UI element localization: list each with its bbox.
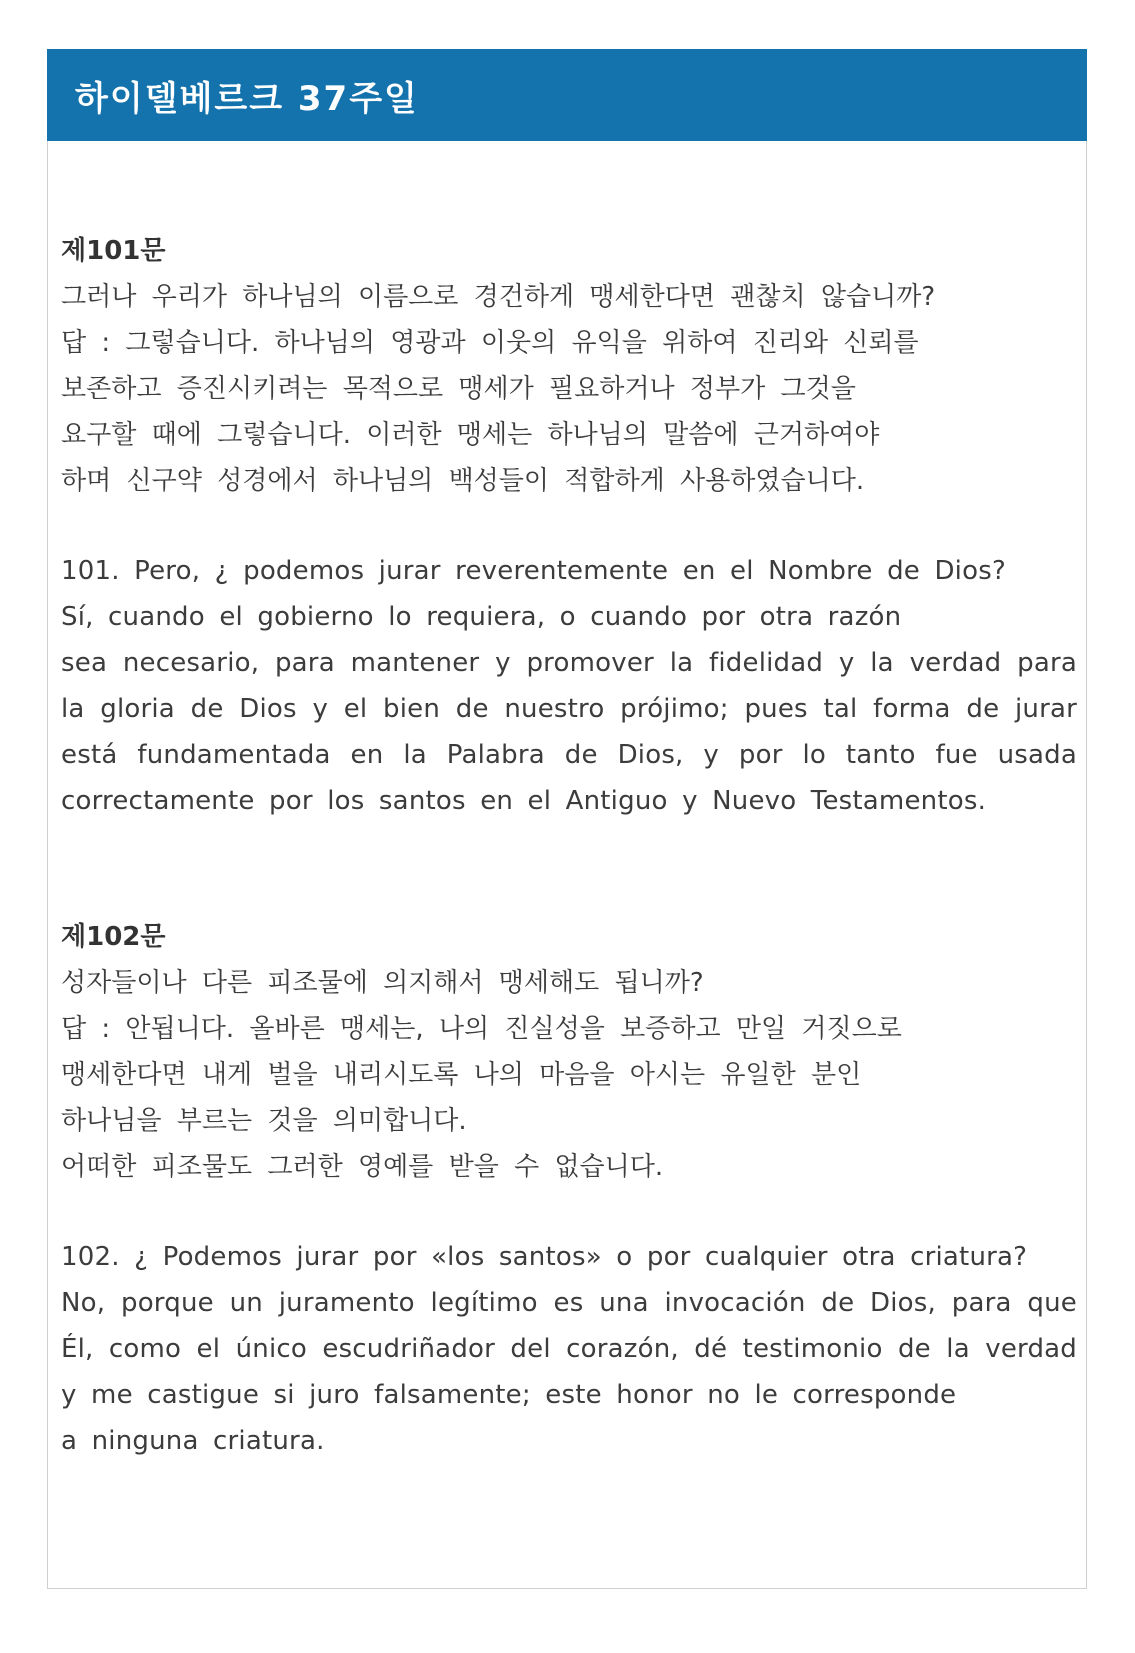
spacer <box>61 504 1077 548</box>
question-section-101 <box>61 228 1077 824</box>
header-bar <box>47 49 1087 141</box>
spanish-text-line: Sí, cuando el gobierno lo requiera, o cuando por otra razón <box>61 602 902 632</box>
korean-text-line: 보존하고 증진시키려는 목적으로 맹세가 필요하거나 정부가 그것을 <box>61 374 856 404</box>
spanish-text-line: 102. ¿ Podemos jurar por «los santos» o por cualquier otra criatura? <box>61 1242 1028 1272</box>
korean-text-line: 답 : 안됩니다. 올바른 맹세는, 나의 진실성을 보증하고 만일 거짓으로 <box>61 1014 902 1044</box>
korean-text-line: 그러나 우리가 하나님의 이름으로 경건하게 맹세한다면 괜찮치 않습니까? <box>61 282 936 312</box>
korean-text-line: 하며 신구약 성경에서 하나님의 백성들이 적합하게 사용하였습니다. <box>61 466 865 496</box>
spanish-text-line: la gloria de Dios y el bien de nuestro prójimo; pues tal forma de jurar <box>61 694 1077 724</box>
question-section-102 <box>61 914 1077 1464</box>
korean-text-line: 답 : 그렇습니다. 하나님의 영광과 이웃의 유익을 위하여 진리와 신뢰를 <box>61 328 919 358</box>
spanish-text-line: a ninguna criatura. <box>61 1426 325 1456</box>
spanish-text-line: y me castigue si juro falsamente; este honor no le corresponde <box>61 1380 957 1410</box>
spanish-text-line: 101. Pero, ¿ podemos jurar reverentemente en el Nombre de Dios? <box>61 556 1006 586</box>
korean-text-line: 하나님을 부르는 것을 의미합니다. <box>61 1106 467 1136</box>
spanish-text-line: No, porque un juramento legítimo es una invocación de Dios, para que <box>61 1288 1077 1318</box>
spacer <box>61 824 1077 914</box>
spanish-text-line: Él, como el único escudriñador del corazón, dé testimonio de la verdad <box>61 1334 1077 1364</box>
korean-text-line: 어떠한 피조물도 그러한 영예를 받을 수 없습니다. <box>61 1152 664 1182</box>
spanish-text-line: está fundamentada en la Palabra de Dios, y por lo tanto fue usada <box>61 740 1077 770</box>
document-body <box>61 228 1077 1464</box>
spanish-text-line: correctamente por los santos en el Antiguo y Nuevo Testamentos. <box>61 786 987 816</box>
question-heading: 제101문 <box>61 236 166 266</box>
page-title: 하이델베르크 37주일 <box>75 79 419 119</box>
question-heading: 제102문 <box>61 922 166 952</box>
korean-text-line: 맹세한다면 내게 벌을 내리시도록 나의 마음을 아시는 유일한 분인 <box>61 1060 862 1090</box>
korean-text-line: 성자들이나 다른 피조물에 의지해서 맹세해도 됩니까? <box>61 968 704 998</box>
spacer <box>61 1190 1077 1234</box>
spanish-text-line: sea necesario, para mantener y promover la fidelidad y la verdad para <box>61 648 1077 678</box>
korean-text-line: 요구할 때에 그렇습니다. 이러한 맹세는 하나님의 말씀에 근거하여야 <box>61 420 880 450</box>
